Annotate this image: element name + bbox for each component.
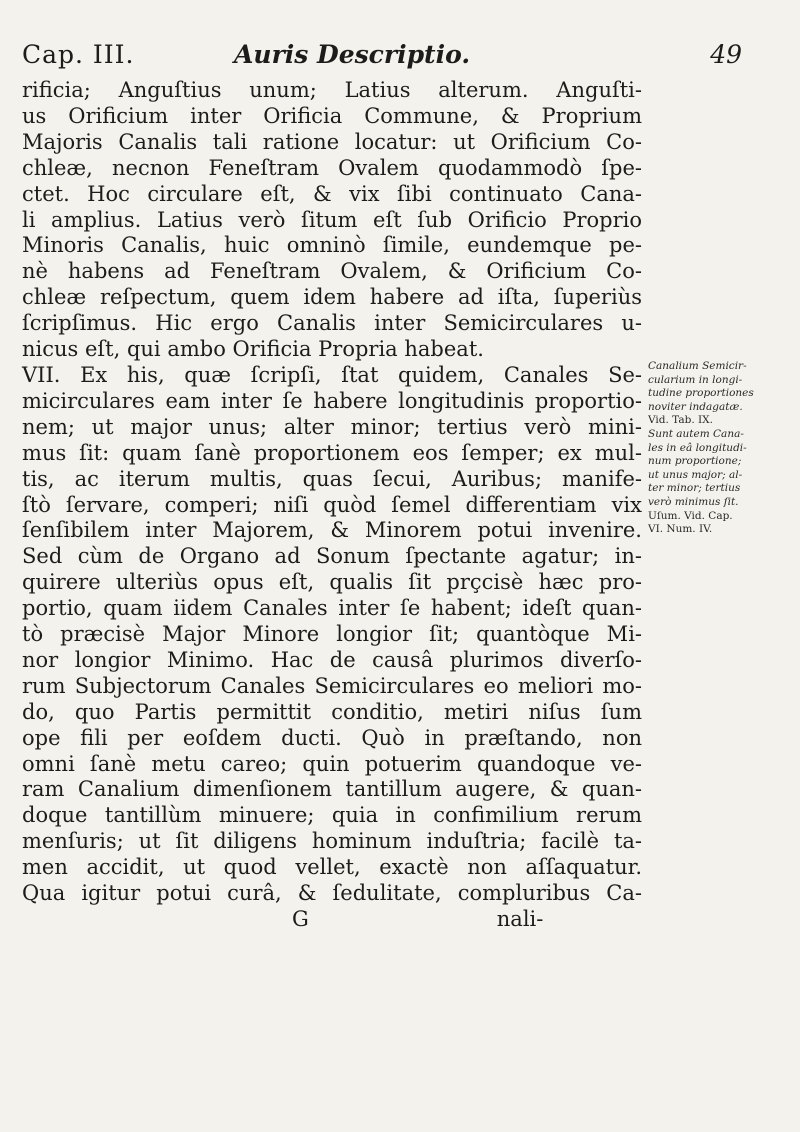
text-line: ctet. Hoc circulare eſt, & vix ſibi continuato Cana- — [22, 181, 642, 206]
text-line: tis, ac iterum multis, quas ſecui, Auribus; manife- — [22, 466, 642, 491]
margin-note-line: ter minor; tertius — [648, 482, 741, 495]
main-text-block — [22, 78, 642, 933]
margin-note-line: Vid. Tab. IX. — [648, 414, 713, 427]
text-line: ſcripſimus. Hic ergo Canalis inter Semicirculares u- — [22, 311, 642, 336]
text-line: Qua igitur potui curâ, & ſedulitate, compluribus Ca- — [22, 881, 642, 906]
signature-mark: G — [292, 907, 309, 931]
text-line: nè habens ad Feneſtram Ovalem, & Orificium Co- — [22, 259, 642, 284]
running-header — [22, 40, 742, 70]
text-line: do, quo Partis permittit conditio, metiri niſus ſum — [22, 699, 642, 724]
margin-note-line: les in eâ longitudi- — [648, 441, 747, 454]
text-line: nem; ut major unus; alter minor; tertius verò mini- — [22, 414, 642, 439]
page-number: 49 — [710, 40, 742, 69]
chapter-label: Cap. III. — [22, 40, 135, 69]
text-line: portio, quam iidem Canales inter ſe habent; ideſt quan- — [22, 596, 642, 621]
text-line: rificia; Anguſtius unum; Latius alterum. Anguſti- — [22, 78, 642, 102]
text-line: nicus eſt, qui ambo Orificia Propria habeat. — [22, 337, 484, 362]
text-line: nor longior Minimo. Hac de causâ plurimos diverſo- — [22, 647, 642, 672]
margin-note-line: tudine proportiones — [648, 387, 754, 400]
text-line: menſuris; ut ſit diligens hominum induſtria; facilè ta- — [22, 829, 642, 854]
margin-note-line: VI. Num. IV. — [648, 523, 713, 536]
margin-note-line: cularium in longi- — [648, 373, 743, 386]
text-line: us Orificium inter Orificia Commune, & Proprium — [22, 103, 642, 128]
running-title: Auris Descriptio. — [234, 40, 471, 69]
catchword: nali- — [496, 907, 544, 931]
text-line: chleæ reſpectum, quem idem habere ad iſta, ſuperiùs — [22, 285, 642, 310]
margin-note-line: Uſum. Vid. Cap. — [648, 509, 733, 522]
margin-note-line: Canalium Semicir- — [648, 360, 747, 372]
text-line: doque tantillùm minuere; quia in confimilium rerum — [22, 803, 642, 828]
text-line: Sed cùm de Organo ad Sonum ſpectante agatur; in- — [22, 544, 642, 569]
text-line: mus ſit: quam ſanè proportionem eos ſemper; ex mul- — [22, 440, 642, 465]
margin-note-line: noviter indagatæ. — [648, 400, 743, 413]
text-line: ram Canalium dimenſionem tantillum augere, & quan- — [22, 777, 642, 802]
text-line: ope fili per eoſdem ducti. Quò in præſtando, non — [22, 725, 642, 750]
text-line: Minoris Canalis, huic omninò ſimile, eundemque pe- — [22, 233, 642, 258]
margin-note-line: verò minimus ſit. — [648, 495, 739, 508]
text-line: quirere ulteriùs opus eſt, qualis ſit prçcisè hæc pro- — [22, 570, 642, 595]
text-line: chleæ, necnon Feneſtram Ovalem quodammodò ſpe- — [22, 155, 642, 180]
text-line: ſenſibilem inter Majorem, & Minorem potui invenire. — [22, 518, 642, 543]
text-line: omni ſanè metu careo; quin potuerim quandoque ve- — [22, 751, 642, 776]
text-line: ſtò ſervare, comperi; niſi quòd ſemel differentiam vix — [22, 492, 642, 517]
text-line: men accidit, ut quod vellet, exactè non aſſaquatur. — [22, 855, 642, 880]
text-line: micirculares eam inter ſe habere longitudinis proportio- — [22, 388, 642, 413]
text-line: Majoris Canalis tali ratione locatur: ut Orificium Co- — [22, 129, 642, 154]
margin-note-line: ut unus major; al- — [648, 468, 743, 481]
text-line: tò præcisè Major Minore longior ſit; quantòque Mi- — [22, 622, 642, 647]
margin-note-line: Sunt autem Cana- — [648, 427, 744, 440]
text-line: li amplius. Latius verò ſitum eſt ſub Orificio Proprio — [22, 207, 642, 232]
text-line: rum Subjectorum Canales Semicirculares eo meliori mo- — [22, 673, 642, 698]
margin-note — [648, 360, 788, 537]
text-line: VII. Ex his, quæ ſcripſi, ſtat quidem, Canales Se- — [22, 362, 642, 387]
signature-line — [22, 907, 642, 933]
margin-note-line: num proportione; — [648, 455, 742, 468]
